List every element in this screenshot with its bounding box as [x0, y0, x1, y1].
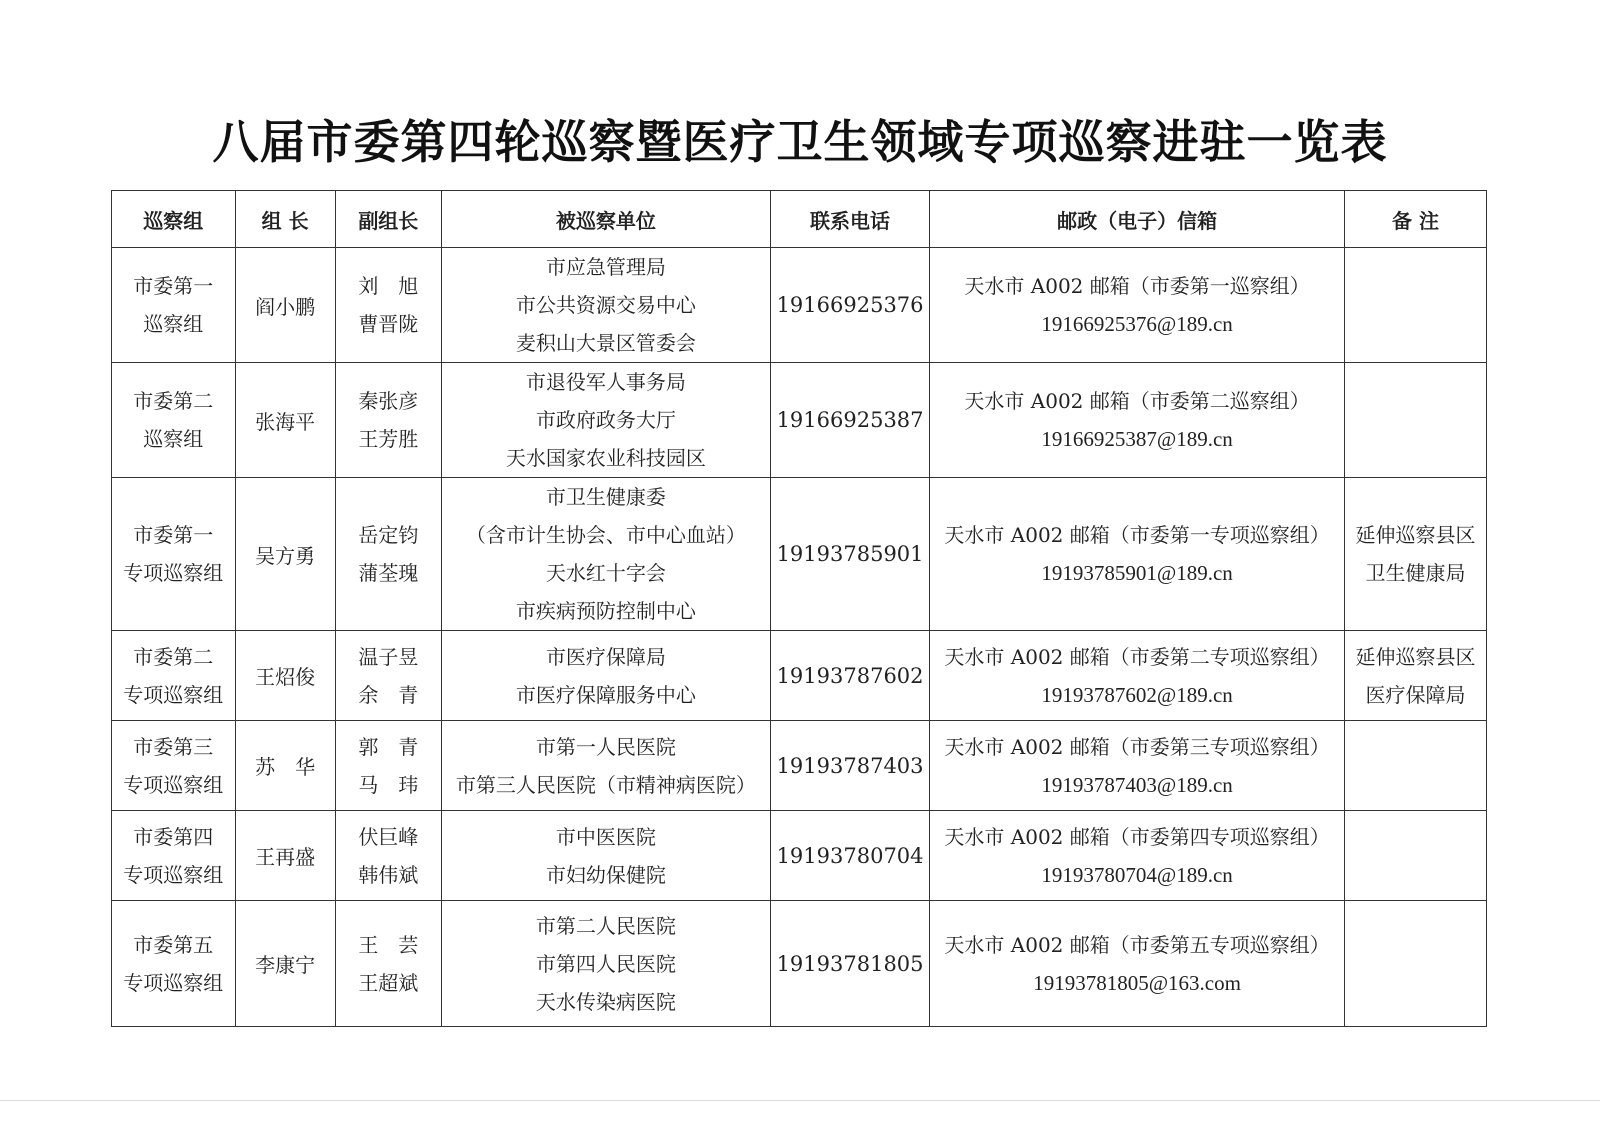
cell-group — [112, 478, 236, 631]
deputy-name: 秦张彦 — [358, 389, 419, 413]
deputy-name: 王芳胜 — [358, 427, 419, 451]
mailbox-line: 19193787602@189.cn — [1041, 682, 1233, 707]
table-row — [112, 901, 1487, 1027]
cell-phone: 19166925387 — [770, 363, 929, 478]
group-name-line: 市委第四 — [133, 824, 214, 849]
cell-remark — [1344, 478, 1486, 631]
mailbox-line: 19193785901@189.cn — [1041, 561, 1233, 585]
inspected-unit: 市第四人民医院 — [535, 951, 676, 976]
header-phone: 联系电话 — [770, 191, 929, 248]
cell-remark — [1344, 248, 1486, 363]
table-row — [112, 363, 1487, 478]
cell-phone: 19193787602 — [770, 631, 929, 721]
deputy-name: 蒲荃瑰 — [358, 561, 419, 585]
table-row — [112, 478, 1487, 631]
page-bottom-divider — [0, 1100, 1600, 1101]
inspected-unit: 市退役军人事务局 — [525, 370, 686, 394]
inspected-unit: 市中医医院 — [555, 824, 656, 849]
cell-group — [112, 721, 236, 811]
remark-line: 卫生健康局 — [1365, 561, 1466, 585]
cell-units — [441, 721, 770, 811]
inspected-unit: 市第三人民医院（市精神病医院） — [455, 772, 756, 797]
remark-line: 延伸巡察县区 — [1355, 523, 1476, 547]
table-row — [112, 811, 1487, 901]
group-name-line: 专项巡察组 — [123, 862, 224, 887]
cell-deputies — [335, 363, 441, 478]
inspected-unit: 市医疗保障局 — [545, 644, 666, 669]
mailbox-line: 天水市 A002 邮箱（市委第一专项巡察组） — [944, 523, 1330, 547]
inspected-unit: 天水国家农业科技园区 — [505, 446, 706, 470]
table-row — [112, 631, 1487, 721]
cell-mailbox — [930, 363, 1345, 478]
group-name-line: 专项巡察组 — [123, 970, 224, 995]
cell-phone: 19193787403 — [770, 721, 929, 811]
group-name-line: 市委第二 — [133, 389, 214, 413]
header-mailbox: 邮政（电子）信箱 — [930, 191, 1345, 248]
cell-remark — [1344, 901, 1486, 1027]
mailbox-line: 19193780704@189.cn — [1041, 862, 1233, 887]
deputy-name: 郭 青 — [358, 734, 419, 759]
cell-deputies — [335, 721, 441, 811]
cell-leader: 王炤俊 — [235, 631, 335, 721]
table-body — [112, 248, 1487, 1027]
table-row — [112, 248, 1487, 363]
deputy-name: 岳定钧 — [358, 523, 419, 547]
group-name-line: 巡察组 — [143, 312, 204, 336]
cell-phone: 19193780704 — [770, 811, 929, 901]
table-row — [112, 721, 1487, 811]
cell-remark — [1344, 363, 1486, 478]
deputy-name: 余 青 — [358, 682, 419, 707]
cell-leader: 吴方勇 — [235, 478, 335, 631]
header-deputy: 副组长 — [335, 191, 441, 248]
group-name-line: 专项巡察组 — [123, 561, 224, 585]
cell-phone: 19193785901 — [770, 478, 929, 631]
cell-remark — [1344, 631, 1486, 721]
header-group: 巡察组 — [112, 191, 236, 248]
remark-line: 延伸巡察县区 — [1355, 644, 1476, 669]
cell-deputies — [335, 811, 441, 901]
header-remark: 备 注 — [1344, 191, 1486, 248]
cell-mailbox — [930, 631, 1345, 721]
mailbox-line: 天水市 A002 邮箱（市委第五专项巡察组） — [944, 932, 1330, 957]
cell-leader: 张海平 — [235, 363, 335, 478]
cell-group — [112, 811, 236, 901]
inspected-unit: 市卫生健康委 — [545, 485, 666, 509]
deputy-name: 王超斌 — [358, 970, 419, 995]
mailbox-line: 天水市 A002 邮箱（市委第二巡察组） — [964, 389, 1310, 413]
inspected-unit: 市政府政务大厅 — [535, 408, 676, 432]
group-name-line: 市委第三 — [133, 734, 214, 759]
cell-units — [441, 901, 770, 1027]
mailbox-line: 天水市 A002 邮箱（市委第二专项巡察组） — [944, 644, 1330, 669]
header-units: 被巡察单位 — [441, 191, 770, 248]
cell-deputies — [335, 631, 441, 721]
cell-group — [112, 248, 236, 363]
inspected-unit: 市医疗保障服务中心 — [515, 682, 696, 707]
group-name-line: 巡察组 — [143, 427, 204, 451]
cell-leader: 阎小鹏 — [235, 248, 335, 363]
cell-mailbox — [930, 721, 1345, 811]
deputy-name: 马 玮 — [358, 772, 419, 797]
inspected-unit: 市应急管理局 — [545, 255, 666, 279]
deputy-name: 温子昱 — [358, 644, 419, 669]
cell-units — [441, 811, 770, 901]
inspected-unit: 市妇幼保健院 — [545, 862, 666, 887]
group-name-line: 市委第一 — [133, 274, 214, 298]
cell-group — [112, 363, 236, 478]
mailbox-line: 天水市 A002 邮箱（市委第三专项巡察组） — [944, 734, 1330, 759]
group-name-line: 专项巡察组 — [123, 772, 224, 797]
cell-leader: 苏 华 — [235, 721, 335, 811]
mailbox-line: 19193781805@163.com — [1033, 970, 1241, 995]
inspected-unit: 市疾病预防控制中心 — [515, 599, 696, 623]
inspected-unit: 天水传染病医院 — [535, 989, 676, 1014]
inspected-unit: 市第二人民医院 — [535, 913, 676, 938]
cell-deputies — [335, 248, 441, 363]
header-row — [112, 191, 1487, 248]
cell-deputies — [335, 478, 441, 631]
cell-leader: 李康宁 — [235, 901, 335, 1027]
inspected-unit: （含市计生协会、市中心血站） — [465, 523, 746, 547]
mailbox-line: 19166925376@189.cn — [1041, 312, 1233, 336]
mailbox-line: 天水市 A002 邮箱（市委第四专项巡察组） — [944, 824, 1330, 849]
cell-phone: 19193781805 — [770, 901, 929, 1027]
cell-remark — [1344, 721, 1486, 811]
remark-line: 医疗保障局 — [1365, 682, 1466, 707]
deputy-name: 王 芸 — [358, 932, 419, 957]
header-leader: 组 长 — [235, 191, 335, 248]
deputy-name: 曹晋陇 — [358, 312, 419, 336]
cell-leader: 王再盛 — [235, 811, 335, 901]
inspected-unit: 市第一人民医院 — [535, 734, 676, 759]
group-name-line: 市委第一 — [133, 523, 214, 547]
cell-units — [441, 631, 770, 721]
cell-units — [441, 248, 770, 363]
cell-deputies — [335, 901, 441, 1027]
cell-phone: 19166925376 — [770, 248, 929, 363]
cell-group — [112, 631, 236, 721]
group-name-line: 专项巡察组 — [123, 682, 224, 707]
inspected-unit: 天水红十字会 — [545, 561, 666, 585]
cell-group — [112, 901, 236, 1027]
cell-units — [441, 363, 770, 478]
cell-mailbox — [930, 478, 1345, 631]
deputy-name: 韩伟斌 — [358, 862, 419, 887]
cell-mailbox — [930, 901, 1345, 1027]
cell-mailbox — [930, 248, 1345, 363]
group-name-line: 市委第二 — [133, 644, 214, 669]
inspected-unit: 麦积山大景区管委会 — [515, 331, 696, 355]
cell-remark — [1344, 811, 1486, 901]
cell-units — [441, 478, 770, 631]
document-title: 八届市委第四轮巡察暨医疗卫生领域专项巡察进驻一览表 — [212, 115, 1388, 169]
deputy-name: 刘 旭 — [358, 274, 419, 298]
mailbox-line: 19193787403@189.cn — [1041, 772, 1233, 797]
deputy-name: 伏巨峰 — [358, 824, 419, 849]
mailbox-line: 天水市 A002 邮箱（市委第一巡察组） — [964, 274, 1310, 298]
mailbox-line: 19166925387@189.cn — [1041, 427, 1233, 451]
group-name-line: 市委第五 — [133, 932, 214, 957]
inspection-table — [111, 190, 1487, 1027]
inspected-unit: 市公共资源交易中心 — [515, 293, 696, 317]
cell-mailbox — [930, 811, 1345, 901]
